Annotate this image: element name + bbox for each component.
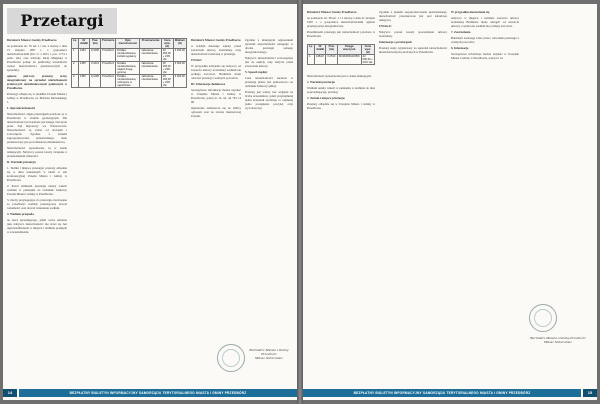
signature-name: Miłosz Naturaniec [543, 340, 572, 344]
table-header-row [72, 39, 187, 49]
paragraph: 1. Termin i miejsce przetargu: przetarg odbędzie się w dniu wskazanym w tabeli w sali konferencyjnej Urzędu Miasta i Gminy w Przedborzu. [7, 166, 67, 182]
paragraph: Szczegółowe informacje można uzyskać w Urzędzie Miasta i Gminy w Przedborzu, pokój nr 14. [451, 52, 519, 60]
table-header-row [308, 45, 375, 55]
table-cell: Działka niezabudowana, uzbrojenie w sąsiedztwie [116, 75, 140, 88]
table-header-cell: Lp. [308, 45, 315, 55]
paragraph: W przypadku uchylenia się nabywcy od zawarcia umowy notarialnej wadium nie podlega zwrotowi. Burmistrz może odwołać przetarg z ważnych powodów. [191, 64, 241, 80]
table-cell: Przedbórz [101, 62, 116, 75]
page-number: 14 [3, 389, 17, 397]
table-header-cell: Nr działki [78, 39, 89, 49]
paragraph: nabywcy w miejscu i terminie zawarcia umowy notarialnej Burmistrz może odstąpić od zawarcia umowy, a wpłacone wadium nie podlega zwrotowi. [451, 16, 519, 28]
paragraph: na podstawie art. 38 ust. 1 i 2 ustawy z dnia 21 sierpnia 1997 r. o gospodarce nieruchomościami ogłasza przetarg ustny nieograniczony. [307, 16, 375, 28]
left-tender-table [71, 38, 187, 88]
right-page [303, 4, 597, 400]
paragraph: Burmistrz zastrzega sobie prawo odwołania przetargu z ważnych powodów. [451, 36, 519, 44]
table-row [72, 62, 187, 75]
official-stamp [217, 344, 245, 372]
footer-bar: BEZPŁATNY BIULETYN INFORMACYJNY SAMORZĄDU TERYTORIALNEGO MIASTA I GMINY PRZEDBÓRZ [303, 389, 581, 397]
paragraph-heading: I. Opis nieruchomości [7, 106, 36, 110]
paragraph: Przetargi odbędą się w siedzibie Urzędu Miasta i Gminy w Przedborzu, ul. Mariana Rzewuskiego 1. [7, 92, 67, 104]
page-number: 15 [583, 389, 597, 397]
signature-title: Burmistrz Miasta i Gminy Przedbórz [249, 348, 289, 356]
table-cell: 1. [72, 49, 79, 62]
paragraph: Nieruchomość sprzedawana jest w stanie istniejącym. [307, 74, 372, 78]
right-col-3 [451, 10, 519, 376]
paragraph-heading: W przypadku niestawienia się [451, 10, 490, 14]
table-cell: 33 000,00 + 23% Vat [161, 75, 173, 88]
paragraph: Zgodnie z planem zagospodarowania przestrzennego nieruchomość przeznaczona jest pod zabudowę usługową. [379, 10, 447, 22]
table-header-cell: Przeznaczenie [140, 39, 161, 49]
right-col-2 [379, 10, 447, 376]
paragraph: Szczegółowe informacje można uzyskać w Urzędzie Miasta i Gminy w Przedborzu, pokój nr 14, tel. 44 781 14 90. [191, 88, 241, 104]
paragraph-heading: UWAGI [191, 58, 202, 62]
table-cell: KI1W/00012345/6 [337, 55, 361, 65]
paragraph-heading: Burmistrz Miasta i Gminy Przedborza [307, 10, 357, 14]
table-cell: Działka niezabudowana, dojazd drogą gminną [116, 62, 140, 75]
paragraph: 2. Przed terminem przetargu należy wnieść wadium w pieniądzu na rachunek bankowy Urzędu Miasta i Gminy w Przedborzu. [7, 184, 67, 196]
table-cell: Przedbórz [101, 49, 116, 62]
signature-block [525, 336, 591, 344]
section-title: Przetargi [20, 11, 104, 30]
paragraph-heading: 8. Informacje [451, 46, 469, 50]
paragraph-heading: UWAGA! [379, 24, 392, 28]
paragraph: Nabywca ponosi koszty sporządzenia umowy notarialnej. [379, 30, 447, 38]
table-row [72, 75, 187, 88]
paragraph-heading: 2. Warunki przetargu [307, 80, 335, 84]
left-col-1 [7, 38, 67, 378]
paragraph-heading: V. Sposób zapłaty [245, 70, 268, 74]
paragraph: Wadium należy wnieść w pieniądzu w terminie do dnia poprzedzającego przetarg. [307, 86, 375, 94]
paragraph: na podstawie art. 35 ust. 1 i ust. 2 ustawy z dnia 21 sierpnia 1997 r. o gospodarce nieruchomościami (Dz. U. z 2015 r. poz. 1774 z późn. zm.) oraz uchwały Rady Miejskiej w Przedborzu podaje do publicznej wiadomości wykaz nieruchomości przeznaczonych do sprzedaży. [7, 44, 67, 72]
signature-block [243, 348, 295, 360]
paragraph: na rzecz sprzedającego, jeżeli osoba ustalona jako nabywca nieruchomości nie stawi się bez usprawiedliwienia w miejscu i terminie podanym w zawiadomieniu. [7, 218, 67, 234]
table-header-cell: Księga wieczysta [337, 45, 361, 55]
table-cell: zabudowa mieszkaniowa [140, 49, 161, 62]
paragraph: Ogłoszenie zamieszcza się na tablicy ogłoszeń oraz na stronie internetowej Urzędu. [191, 106, 241, 118]
table-cell: Działka niezabudowana, kształt regularny [116, 49, 140, 62]
table-cell: 1455 [78, 62, 89, 75]
table-header-cell: Opis nieruchomości [116, 39, 140, 49]
signature-name: Miłosz Naturaniec [254, 356, 283, 360]
table-cell: 32 000,00 + 23% Vat [161, 49, 173, 62]
paragraph-heading: 3. Termin i miejsce przetargu [307, 96, 345, 100]
table-cell: 2. [72, 62, 79, 75]
table-cell: 1456 [78, 75, 89, 88]
table-header-cell: Pow. (ha) [90, 39, 101, 49]
official-stamp [529, 304, 557, 332]
table-cell: 3. [72, 75, 79, 88]
table-cell: 3 200,00 [173, 49, 186, 62]
table-cell: 0,1090 [90, 49, 101, 62]
paragraph-heading: Informacje o przetargach [379, 40, 412, 44]
paragraph: Przetarg jest ważny bez względu na liczbę uczestników, jeżeli przynajmniej jeden uczestnik zaoferuje co najmniej jedno postąpienie powyżej ceny wywoławczej. [245, 90, 293, 110]
table-header-cell: Położenie [101, 39, 116, 49]
section-header [7, 8, 117, 34]
table-cell: 0,1013 [90, 62, 101, 75]
right-col-1 [307, 74, 375, 374]
table-header-cell: Lp. [72, 39, 79, 49]
table-cell: 42 000,00 + 23% Vat [362, 55, 373, 64]
footer-bar: BEZPŁATNY BIULETYN INFORMACYJNY SAMORZĄDU TERYTORIALNEGO MIASTA I GMINY PRZEDBÓRZ [19, 389, 297, 397]
paragraph: Przetarg ustny ograniczony na sprzedaż nieruchomości niezabudowanych położonych w Przedborzu. [379, 46, 447, 54]
right-tender-table [307, 44, 375, 65]
paragraph-heading: 7. Zastrzeżenia [451, 30, 471, 34]
table-cell: Przedbórz [101, 75, 116, 88]
table-cell: 0,1510 [326, 55, 337, 65]
table-header-cell: Cena wyw. (zł) [361, 45, 374, 55]
table-cell: 3 000,00 [173, 62, 186, 75]
table-cell: 0,1108 [90, 75, 101, 88]
table-cell: zabudowa mieszkaniowa [140, 62, 161, 75]
table-cell: 3 300,00 [173, 75, 186, 88]
paragraph-heading: III. Informacje dodatkowe [191, 82, 226, 86]
paragraph-heading: Burmistrz Miasta i Gminy Przedborza [191, 38, 241, 42]
paragraph: Nabywca nieruchomości zobowiązany jest do zapłaty ceny nabycia przed zawarciem umowy. [245, 56, 293, 68]
signature-title: Burmistrz Miasta i Gminy Przedbórz [530, 336, 586, 340]
paragraph: Nieruchomości sprzedawane są w stanie istniejącym. Nabywca ponosi koszty związane z przeniesieniem własności. [7, 146, 67, 158]
table-cell: 1452/2 [314, 55, 325, 65]
paragraph: Przetarg odbędzie się w Urzędzie Miasta i Gminy w Przedborzu. [307, 102, 375, 110]
table-row [308, 55, 375, 65]
table-header-cell: Pow. (ha) [326, 45, 337, 55]
table-cell: 1454 [78, 49, 89, 62]
right-col-1-top [307, 10, 375, 40]
table-header-cell: Nr działki [314, 45, 325, 55]
table-cell: zabudowa mieszkaniowa [140, 75, 161, 88]
paragraph-heading: II. Warunki przetargu [7, 160, 36, 164]
paragraph: 3. Osoby przystępujące do przetargu obowiązane są przedłożyć komisji przetargowej dowód tożsamości oraz dowód wniesienia wadium. [7, 198, 67, 210]
paragraph: Cena nieruchomości ustalona w przetargu płatna jest jednorazowo na rachunek bankowy gminy. [245, 76, 293, 88]
table-cell: 30 000,00 + 23% Vat [161, 62, 173, 75]
left-col-3 [191, 38, 241, 378]
paragraph-heading: Burmistrz Miasta i Gminy Przedborza [7, 38, 57, 42]
paragraph-heading: ogłasza pierwszy przetarg ustny nieograniczony na sprzedaż nieruchomości gruntowych niezabudowanych położonych w Przedborzu. [7, 74, 67, 90]
table-row [72, 49, 187, 62]
left-page [3, 4, 297, 400]
paragraph: Zgodnie z niniejszym ogłoszeniem sprzedaż nieruchomości następuje w drodze przetargu ustnego nieograniczonego. [245, 38, 293, 54]
paragraph: Przedmiotem przetargu jest nieruchomość położona w Przedborzu. [307, 30, 375, 38]
paragraph-heading: 4. Wadium przepada [7, 212, 34, 216]
table-header-cell: Wadium (zł) [173, 39, 186, 49]
paragraph: w ścisłym dokonuje wpłaty, przed zawarciem umowy notarialnej, ceny nieruchomości ustalonej w przetargu. [191, 44, 241, 56]
table-header-cell: Cena wyw. (zł) [161, 39, 173, 49]
table-cell: 1. [308, 55, 315, 65]
left-col-4 [245, 38, 293, 378]
paragraph: Nieruchomości objęte przetargiem położone są w Przedborzu w obrębie geodezyjnym. Dla nieruchomości prowadzona jest księga wieczysta przez Sąd Rejonowy we Włoszczowie. Nieruchomości są wolne od obciążeń i zobowiązań. Zgodnie z planem zagospodarowania przestrzennego teren przeznaczony jest pod zabudowę mieszkaniową. [7, 112, 67, 144]
